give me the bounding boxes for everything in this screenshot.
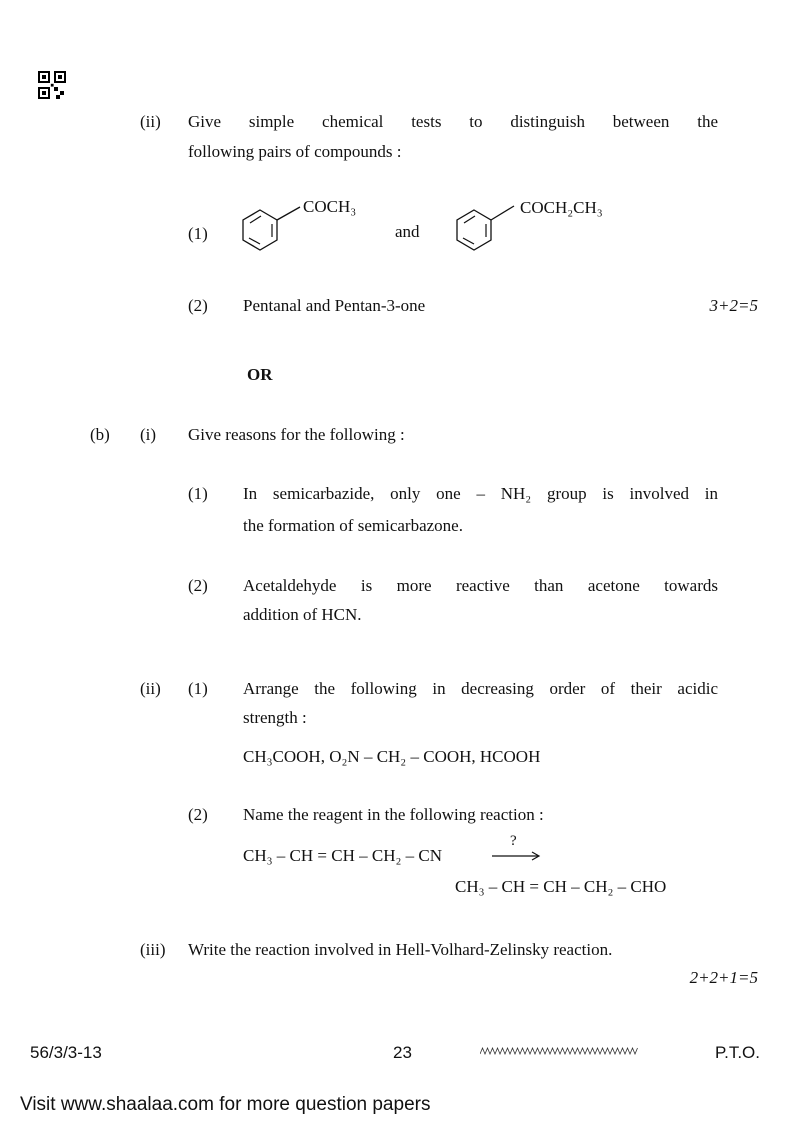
- item-text: the formation of semicarbazone.: [243, 516, 463, 535]
- item-number: (1): [188, 679, 208, 698]
- item-text: Pentanal and Pentan-3-one: [243, 296, 426, 315]
- question-label: (b): [90, 425, 110, 444]
- marks: 3+2=5: [709, 296, 758, 315]
- item-text: Acetaldehyde is more reactive than acetone towards: [243, 576, 718, 595]
- reactant-formula: CH₃ – CH = CH – CH₂ – CN: [243, 846, 443, 865]
- item-number: (2): [188, 805, 208, 824]
- question-text: following pairs of compounds :: [188, 142, 402, 161]
- or-separator: OR: [247, 365, 273, 384]
- product-formula: CH₃ – CH = CH – CH₂ – CHO: [455, 877, 667, 896]
- marks: 2+2+1=5: [689, 968, 758, 987]
- squiggle-line-icon: [480, 1047, 640, 1055]
- substituent-label: COCH₂CH₃: [520, 198, 603, 217]
- reagent-label: ?: [510, 833, 517, 849]
- and-label: and: [395, 222, 420, 241]
- item-number: (2): [188, 296, 208, 315]
- qr-code-icon: [38, 71, 66, 99]
- website-banner: Visit www.shaalaa.com for more question papers: [20, 1094, 431, 1115]
- question-text: Give simple chemical tests to distinguish between the: [188, 112, 718, 131]
- question-number: (iii): [140, 940, 166, 959]
- question-number: (ii): [140, 112, 161, 131]
- question-number: (ii): [140, 679, 161, 698]
- item-text: Arrange the following in decreasing order of their acidic: [243, 679, 718, 698]
- page-number: 23: [393, 1043, 412, 1062]
- item-text: Name the reagent in the following reaction :: [243, 805, 544, 824]
- reaction-arrow-icon: [492, 851, 542, 861]
- benzene-ring-icon: [240, 200, 302, 260]
- item-text: addition of HCN.: [243, 605, 362, 624]
- item-text: strength :: [243, 708, 307, 727]
- question-text: Give reasons for the following :: [188, 425, 405, 444]
- question-text: Write the reaction involved in Hell-Volhard-Zelinsky reaction.: [188, 940, 613, 959]
- item-number: (2): [188, 576, 208, 595]
- question-number: (i): [140, 425, 157, 444]
- pto-label: P.T.O.: [714, 1043, 760, 1062]
- item-number: (1): [188, 484, 208, 503]
- paper-code: 56/3/3-13: [30, 1043, 102, 1062]
- substituent-label: COCH₃: [303, 197, 357, 216]
- item-number: (1): [188, 224, 208, 243]
- formula: CH₃COOH, O₂N – CH₂ – COOH, HCOOH: [243, 747, 541, 766]
- benzene-ring-icon: [454, 200, 516, 260]
- item-text: In semicarbazide, only one – NH₂ group is involved in: [243, 484, 718, 503]
